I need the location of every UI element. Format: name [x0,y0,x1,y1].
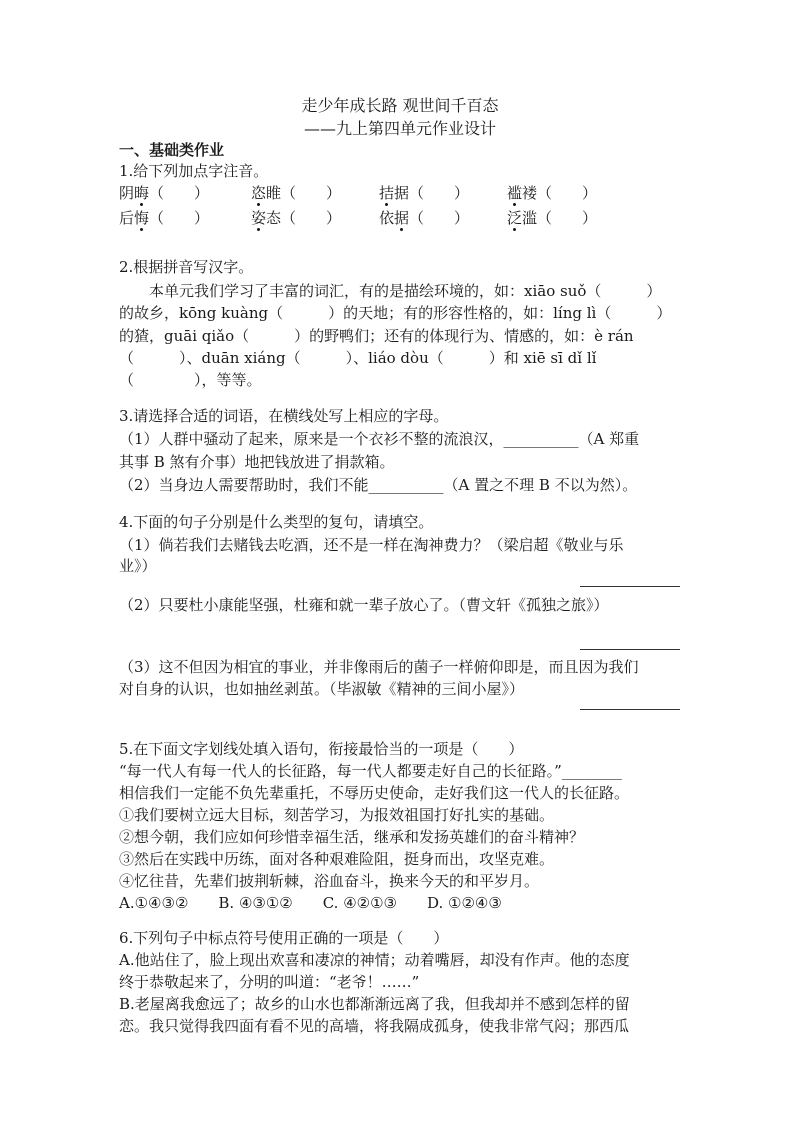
q3-line: （2）当身边人需要帮助时，我们不能__________（A 置之不理 B 不以为然）。 [119,476,638,494]
q5-option: ①我们要树立远大目标，刻苦学习，为报效祖国打好扎实的基础。 [119,806,555,824]
q4-item-3: 对自身的认识，也如抽丝剥茧。（毕淑敏《精神的三间小屋》） [119,680,525,698]
q2-line: （ ）、duān xiáng（ ）、liáo dòu（ ）和 xiē sī dǐ lǐ [119,349,597,367]
answer-line[interactable] [580,586,680,587]
q3-line: 其事 B 煞有介事）地把钱放进了捐款箱。 [119,453,395,471]
doc-title: 走少年成长路 观世间千百态 [301,96,499,115]
dotted-char: 姿 [251,209,267,227]
q5-option: ③然后在实践中历练，面对各种艰难险阻，挺身而出，攻坚克难。 [119,850,555,868]
dotted-char: 泛 [507,209,523,227]
q4-prompt: 4.下面的句子分别是什么类型的复句，请填空。 [119,513,434,531]
q2-line: 本单元我们学习了丰富的词汇，有的是描绘环境的，如：xiāo suǒ（ ） [119,282,662,300]
q4-item-1: 业》） [119,557,157,575]
q1-word: 恣睢（ ） [251,184,342,202]
dotted-char: 褴 [507,184,523,202]
q2-line: 的猹，guāi qiǎo（ ）的野鸭们；还有的体现行为、情感的，如：è rán [119,327,634,345]
q1-word: 泛滥（ ） [507,209,598,227]
q1-word: 褴褛（ ） [507,184,598,202]
q5-line: “每一代人有每一代人的长征路，每一代人都要走好自己的长征路。”________ [119,762,622,780]
q2-line: （ ），等等。 [119,371,262,389]
q1-word: 阴晦（ ） [119,184,210,202]
q2-prompt: 2.根据拼音写汉字。 [119,258,254,276]
dotted-char: 恣 [251,184,267,202]
q6-line: A.他站住了，脸上现出欢喜和凄凉的神情；动着嘴唇，却没有作声。他的态度 [119,951,630,969]
dotted-char: 拮 [379,184,395,202]
answer-line[interactable] [580,709,680,710]
q3-line: （1）人群中骚动了起来，原来是一个衣衫不整的流浪汉，__________（A 郑重 [119,430,640,448]
q1-prompt: 1.给下列加点字注音。 [119,162,269,180]
section-heading: 一、基础类作业 [119,141,225,159]
q5-line: 相信我们一定能不负先辈重托，不辱历史使命，走好我们这一代人的长征路。 [119,784,630,802]
q6-line: 终于恭敬起来了，分明的叫道：“老爷！……” [119,973,420,991]
dotted-char: 据 [394,209,410,227]
dotted-char: 悔 [134,209,150,227]
answer-line[interactable] [580,649,680,650]
q5-prompt: 5.在下面文字划线处填入语句，衔接最恰当的一项是（ ） [119,740,524,758]
doc-subtitle: ——九上第四单元作业设计 [303,119,496,138]
q6-line: B.老屋离我愈远了；故乡的山水也都渐渐远离了我，但我却并不感到怎样的留 [119,995,630,1013]
q3-prompt: 3.请选择合适的词语，在横线处写上相应的字母。 [119,407,449,425]
q4-item-3: （3）这不但因为相宜的事业，并非像雨后的菌子一样俯仰即是，而且因为我们 [119,658,639,676]
q5-option: ④忆往昔，先辈们披荆斩棘，浴血奋斗，换来今天的和平岁月。 [119,872,540,890]
q6-line: 恋。我只觉得我四面有看不见的高墙，将我隔成孤身，使我非常气闷；那西瓜 [119,1017,630,1035]
q1-word: 拮据（ ） [379,184,470,202]
dotted-char: 晦 [134,184,150,202]
q4-item-2: （2）只要杜小康能坚强，杜雍和就一辈子放心了。（曹文轩《孤独之旅》） [119,596,609,614]
q2-line: 的故乡，kōng kuàng（ ）的天地；有的形容性格的，如：líng lì（ ） [119,304,672,322]
q5-option: ②想今朝，我们应如何珍惜幸福生活，继承和发扬英雄们的奋斗精神？ [119,828,585,846]
q4-item-1: （1）倘若我们去赌钱去吃酒，还不是一样在淘神费力？（梁启超《敬业与乐 [119,536,624,554]
q1-word: 后悔（ ） [119,209,210,227]
q5-choices: A.①④③② B. ④③①② C. ④②①③ D. ①②④③ [119,894,502,912]
q1-word: 依据（ ） [379,209,470,227]
q1-word: 姿态（ ） [251,209,342,227]
q6-prompt: 6.下列句子中标点符号使用正确的一项是（ ） [119,929,449,947]
